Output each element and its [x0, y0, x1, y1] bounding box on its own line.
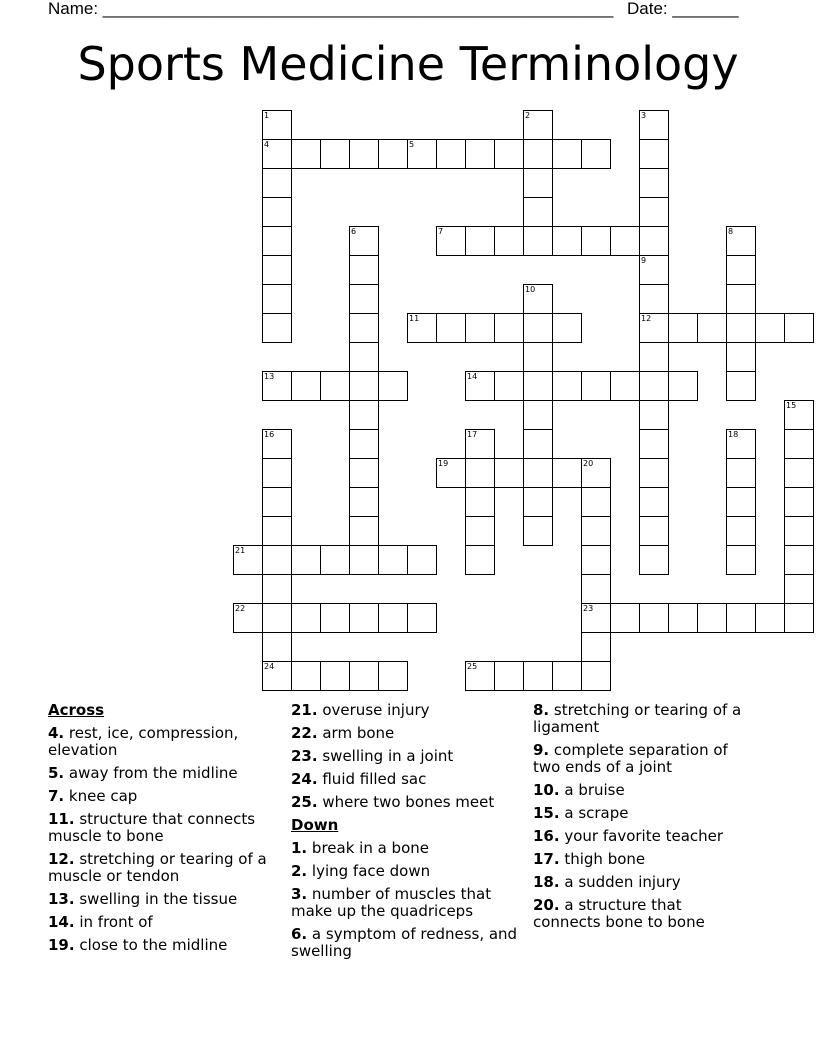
clue-column-2 — [291, 702, 521, 966]
clue-number: 22 — [235, 604, 246, 613]
crossword-cell[interactable] — [639, 342, 669, 372]
crossword-cell[interactable] — [639, 516, 669, 546]
clue-number: 6 — [351, 227, 357, 236]
clue-down-8: 8. stretching or tearing of a ligament — [533, 701, 742, 736]
crossword-cell[interactable] — [320, 603, 350, 633]
crossword-cell[interactable] — [262, 429, 292, 459]
clue-across-22: 22. arm bone — [291, 724, 395, 742]
crossword-cell[interactable] — [262, 458, 292, 488]
crossword-cell[interactable] — [639, 110, 669, 140]
crossword-cell[interactable] — [523, 429, 553, 459]
crossword-cell[interactable] — [755, 313, 785, 343]
crossword-cell[interactable] — [465, 661, 495, 691]
crossword-cell[interactable] — [581, 574, 611, 604]
across-heading: Across — [48, 701, 105, 719]
clue-number: 12 — [641, 314, 652, 323]
clue-down-16: 16. your favorite teacher — [533, 827, 724, 845]
crossword-cell[interactable] — [262, 487, 292, 517]
crossword-cell[interactable] — [378, 545, 408, 575]
clue-across-25: 25. where two bones meet — [291, 793, 495, 811]
crossword-cell[interactable] — [610, 371, 640, 401]
crossword-cell[interactable] — [320, 545, 350, 575]
crossword-cell[interactable] — [436, 139, 466, 169]
crossword-cell[interactable] — [755, 603, 785, 633]
crossword-cell[interactable] — [523, 516, 553, 546]
crossword-cell[interactable] — [784, 545, 814, 575]
clue-number: 4 — [264, 140, 270, 149]
crossword-cell[interactable] — [581, 226, 611, 256]
crossword-cell[interactable] — [436, 313, 466, 343]
crossword-cell[interactable] — [639, 139, 669, 169]
crossword-cell[interactable] — [349, 429, 379, 459]
clue-down-17: 17. thigh bone — [533, 850, 646, 868]
clue-down-2: 2. lying face down — [291, 862, 431, 880]
clue-number: 11 — [409, 314, 420, 323]
crossword-cell[interactable] — [639, 458, 669, 488]
crossword-cell[interactable] — [262, 255, 292, 285]
crossword-cell[interactable] — [378, 371, 408, 401]
crossword-cell[interactable] — [523, 371, 553, 401]
clue-down-18: 18. a sudden injury — [533, 873, 681, 891]
crossword-cell[interactable] — [262, 197, 292, 227]
crossword-cell[interactable] — [465, 545, 495, 575]
crossword-cell[interactable] — [262, 313, 292, 343]
crossword-cell[interactable] — [262, 574, 292, 604]
clue-across-11: 11. structure that connects muscle to bone — [48, 810, 256, 845]
crossword-cell[interactable] — [581, 458, 611, 488]
name-field-label: Name: ______________________________________________________ — [48, 0, 614, 18]
down-heading: Down — [291, 816, 339, 834]
clue-number: 20 — [583, 459, 594, 468]
crossword-cell[interactable] — [581, 661, 611, 691]
crossword-cell[interactable] — [639, 545, 669, 575]
clue-across-12: 12. stretching or tearing of a muscle or tendon — [48, 850, 267, 885]
crossword-cell[interactable] — [349, 342, 379, 372]
clue-across-21: 21. overuse injury — [291, 701, 430, 719]
clue-number: 1 — [264, 111, 270, 120]
clue-number: 16 — [264, 430, 275, 439]
crossword-cell[interactable] — [349, 400, 379, 430]
crossword-cell[interactable] — [320, 371, 350, 401]
crossword-cell[interactable] — [639, 313, 669, 343]
crossword-cell[interactable] — [726, 603, 756, 633]
clue-across-7: 7. knee cap — [48, 787, 138, 805]
crossword-cell[interactable] — [552, 661, 582, 691]
clue-down-9: 9. complete separation of two ends of a joint — [533, 741, 728, 776]
crossword-cell[interactable] — [233, 603, 263, 633]
crossword-cell[interactable] — [639, 487, 669, 517]
clue-number: 9 — [641, 256, 647, 265]
crossword-cell[interactable] — [581, 516, 611, 546]
crossword-cell[interactable] — [784, 429, 814, 459]
clue-down-10: 10. a bruise — [533, 781, 625, 799]
crossword-cell[interactable] — [784, 516, 814, 546]
crossword-cell[interactable] — [697, 313, 727, 343]
crossword-cell[interactable] — [407, 603, 437, 633]
crossword-cell[interactable] — [784, 400, 814, 430]
clue-number: 15 — [786, 401, 797, 410]
crossword-cell[interactable] — [320, 661, 350, 691]
crossword-cell[interactable] — [552, 313, 582, 343]
clue-across-19: 19. close to the midline — [48, 936, 228, 954]
crossword-cell[interactable] — [262, 516, 292, 546]
crossword-cell[interactable] — [262, 603, 292, 633]
crossword-cell[interactable] — [726, 545, 756, 575]
clue-down-1: 1. break in a bone — [291, 839, 429, 857]
crossword-cell[interactable] — [639, 284, 669, 314]
crossword-cell[interactable] — [639, 197, 669, 227]
crossword-cell[interactable] — [523, 661, 553, 691]
crossword-cell[interactable] — [523, 139, 553, 169]
crossword-cell[interactable] — [407, 139, 437, 169]
crossword-cell[interactable] — [349, 661, 379, 691]
clue-number: 24 — [264, 662, 275, 671]
crossword-cell[interactable] — [726, 255, 756, 285]
clue-down-3: 3. number of muscles that make up the quadriceps — [291, 885, 492, 920]
clue-number: 17 — [467, 430, 478, 439]
crossword-cell[interactable] — [726, 313, 756, 343]
crossword-cell[interactable] — [581, 545, 611, 575]
crossword-cell[interactable] — [523, 342, 553, 372]
crossword-cell[interactable] — [639, 429, 669, 459]
crossword-cell[interactable] — [581, 371, 611, 401]
clue-across-14: 14. in front of — [48, 913, 153, 931]
clue-across-13: 13. swelling in the tissue — [48, 890, 238, 908]
crossword-cell[interactable] — [639, 226, 669, 256]
crossword-cell[interactable] — [465, 371, 495, 401]
crossword-cell[interactable] — [291, 661, 321, 691]
clue-number: 10 — [525, 285, 536, 294]
crossword-cell[interactable] — [610, 603, 640, 633]
crossword-cell[interactable] — [349, 226, 379, 256]
crossword-cell[interactable] — [291, 603, 321, 633]
crossword-cell[interactable] — [581, 632, 611, 662]
clue-number: 19 — [438, 459, 449, 468]
clue-number: 18 — [728, 430, 739, 439]
crossword-cell[interactable] — [262, 226, 292, 256]
date-field-label: Date: _______ — [627, 0, 739, 18]
clue-across-23: 23. swelling in a joint — [291, 747, 454, 765]
crossword-cell[interactable] — [639, 603, 669, 633]
crossword-cell[interactable] — [523, 168, 553, 198]
crossword-cell[interactable] — [552, 226, 582, 256]
crossword-cell[interactable] — [784, 487, 814, 517]
crossword-cell[interactable] — [349, 139, 379, 169]
crossword-cell[interactable] — [262, 661, 292, 691]
crossword-cell[interactable] — [726, 516, 756, 546]
crossword-cell[interactable] — [523, 226, 553, 256]
crossword-cell[interactable] — [784, 313, 814, 343]
crossword-cell[interactable] — [639, 168, 669, 198]
crossword-cell[interactable] — [349, 545, 379, 575]
crossword-cell[interactable] — [668, 313, 698, 343]
page-title: Sports Medicine Terminology — [77, 37, 739, 91]
crossword-cell[interactable] — [320, 139, 350, 169]
crossword-cell[interactable] — [291, 545, 321, 575]
clue-column-1 — [48, 702, 280, 960]
crossword-cell[interactable] — [262, 284, 292, 314]
crossword-cell[interactable] — [552, 371, 582, 401]
crossword-cell[interactable] — [639, 400, 669, 430]
crossword-cell[interactable] — [494, 226, 524, 256]
clue-number: 25 — [467, 662, 478, 671]
clue-number: 3 — [641, 111, 647, 120]
clue-number: 8 — [728, 227, 734, 236]
crossword-cell[interactable] — [233, 545, 263, 575]
crossword-cell[interactable] — [378, 139, 408, 169]
crossword-cell[interactable] — [726, 458, 756, 488]
crossword-cell[interactable] — [494, 139, 524, 169]
crossword-cell[interactable] — [726, 342, 756, 372]
crossword-cell[interactable] — [349, 487, 379, 517]
crossword-cell[interactable] — [378, 603, 408, 633]
clue-number: 13 — [264, 372, 275, 381]
crossword-cell[interactable] — [552, 458, 582, 488]
crossword-cell[interactable] — [784, 574, 814, 604]
crossword-cell[interactable] — [581, 487, 611, 517]
clue-number: 21 — [235, 546, 246, 555]
crossword-cell[interactable] — [262, 110, 292, 140]
crossword-cell[interactable] — [262, 139, 292, 169]
crossword-cell[interactable] — [465, 516, 495, 546]
crossword-cell[interactable] — [494, 458, 524, 488]
crossword-cell[interactable] — [726, 429, 756, 459]
crossword-cell[interactable] — [262, 371, 292, 401]
crossword-cell[interactable] — [494, 313, 524, 343]
crossword-cell[interactable] — [494, 371, 524, 401]
crossword-cell[interactable] — [465, 139, 495, 169]
crossword-cell[interactable] — [726, 226, 756, 256]
crossword-cell[interactable] — [349, 313, 379, 343]
crossword-cell[interactable] — [523, 110, 553, 140]
crossword-cell[interactable] — [349, 603, 379, 633]
clue-number: 14 — [467, 372, 478, 381]
crossword-cell[interactable] — [697, 603, 727, 633]
crossword-cell[interactable] — [639, 371, 669, 401]
clue-down-20: 20. a structure that connects bone to bone — [533, 896, 705, 931]
crossword-cell[interactable] — [610, 226, 640, 256]
crossword-cell[interactable] — [726, 371, 756, 401]
crossword-cell[interactable] — [465, 429, 495, 459]
clue-across-5: 5. away from the midline — [48, 764, 238, 782]
crossword-cell[interactable] — [262, 632, 292, 662]
crossword-cell[interactable] — [668, 603, 698, 633]
clue-down-6: 6. a symptom of redness, and swelling — [291, 925, 518, 960]
clue-across-4: 4. rest, ice, compression, elevation — [48, 724, 239, 759]
crossword-cell[interactable] — [291, 371, 321, 401]
crossword-cell[interactable] — [349, 371, 379, 401]
clue-down-15: 15. a scrape — [533, 804, 629, 822]
crossword-cell[interactable] — [523, 400, 553, 430]
crossword-cell[interactable] — [726, 487, 756, 517]
crossword-cell[interactable] — [465, 458, 495, 488]
crossword-cell[interactable] — [639, 255, 669, 285]
crossword-cell[interactable] — [581, 603, 611, 633]
crossword-cell[interactable] — [378, 661, 408, 691]
crossword-cell[interactable] — [523, 487, 553, 517]
crossword-cell[interactable] — [668, 371, 698, 401]
crossword-cell[interactable] — [494, 661, 524, 691]
crossword-cell[interactable] — [436, 226, 466, 256]
clue-number: 7 — [438, 227, 444, 236]
crossword-cell[interactable] — [436, 458, 466, 488]
crossword-cell[interactable] — [523, 313, 553, 343]
crossword-cell[interactable] — [349, 255, 379, 285]
crossword-cell[interactable] — [523, 284, 553, 314]
crossword-cell[interactable] — [784, 458, 814, 488]
clue-across-24: 24. fluid filled sac — [291, 770, 427, 788]
crossword-cell[interactable] — [465, 487, 495, 517]
crossword-cell[interactable] — [262, 168, 292, 198]
crossword-cell[interactable] — [581, 139, 611, 169]
crossword-cell[interactable] — [552, 139, 582, 169]
crossword-cell[interactable] — [523, 458, 553, 488]
crossword-cell[interactable] — [291, 139, 321, 169]
crossword-cell[interactable] — [784, 603, 814, 633]
crossword-cell[interactable] — [349, 516, 379, 546]
crossword-cell[interactable] — [726, 284, 756, 314]
crossword-cell[interactable] — [465, 226, 495, 256]
clue-number: 2 — [525, 111, 531, 120]
crossword-cell[interactable] — [407, 313, 437, 343]
crossword-cell[interactable] — [349, 458, 379, 488]
clue-number: 5 — [409, 140, 415, 149]
clue-column-3 — [533, 702, 753, 937]
crossword-cell[interactable] — [349, 284, 379, 314]
crossword-cell[interactable] — [407, 545, 437, 575]
clue-number: 23 — [583, 604, 594, 613]
crossword-cell[interactable] — [465, 313, 495, 343]
crossword-cell[interactable] — [262, 545, 292, 575]
crossword-cell[interactable] — [523, 197, 553, 227]
